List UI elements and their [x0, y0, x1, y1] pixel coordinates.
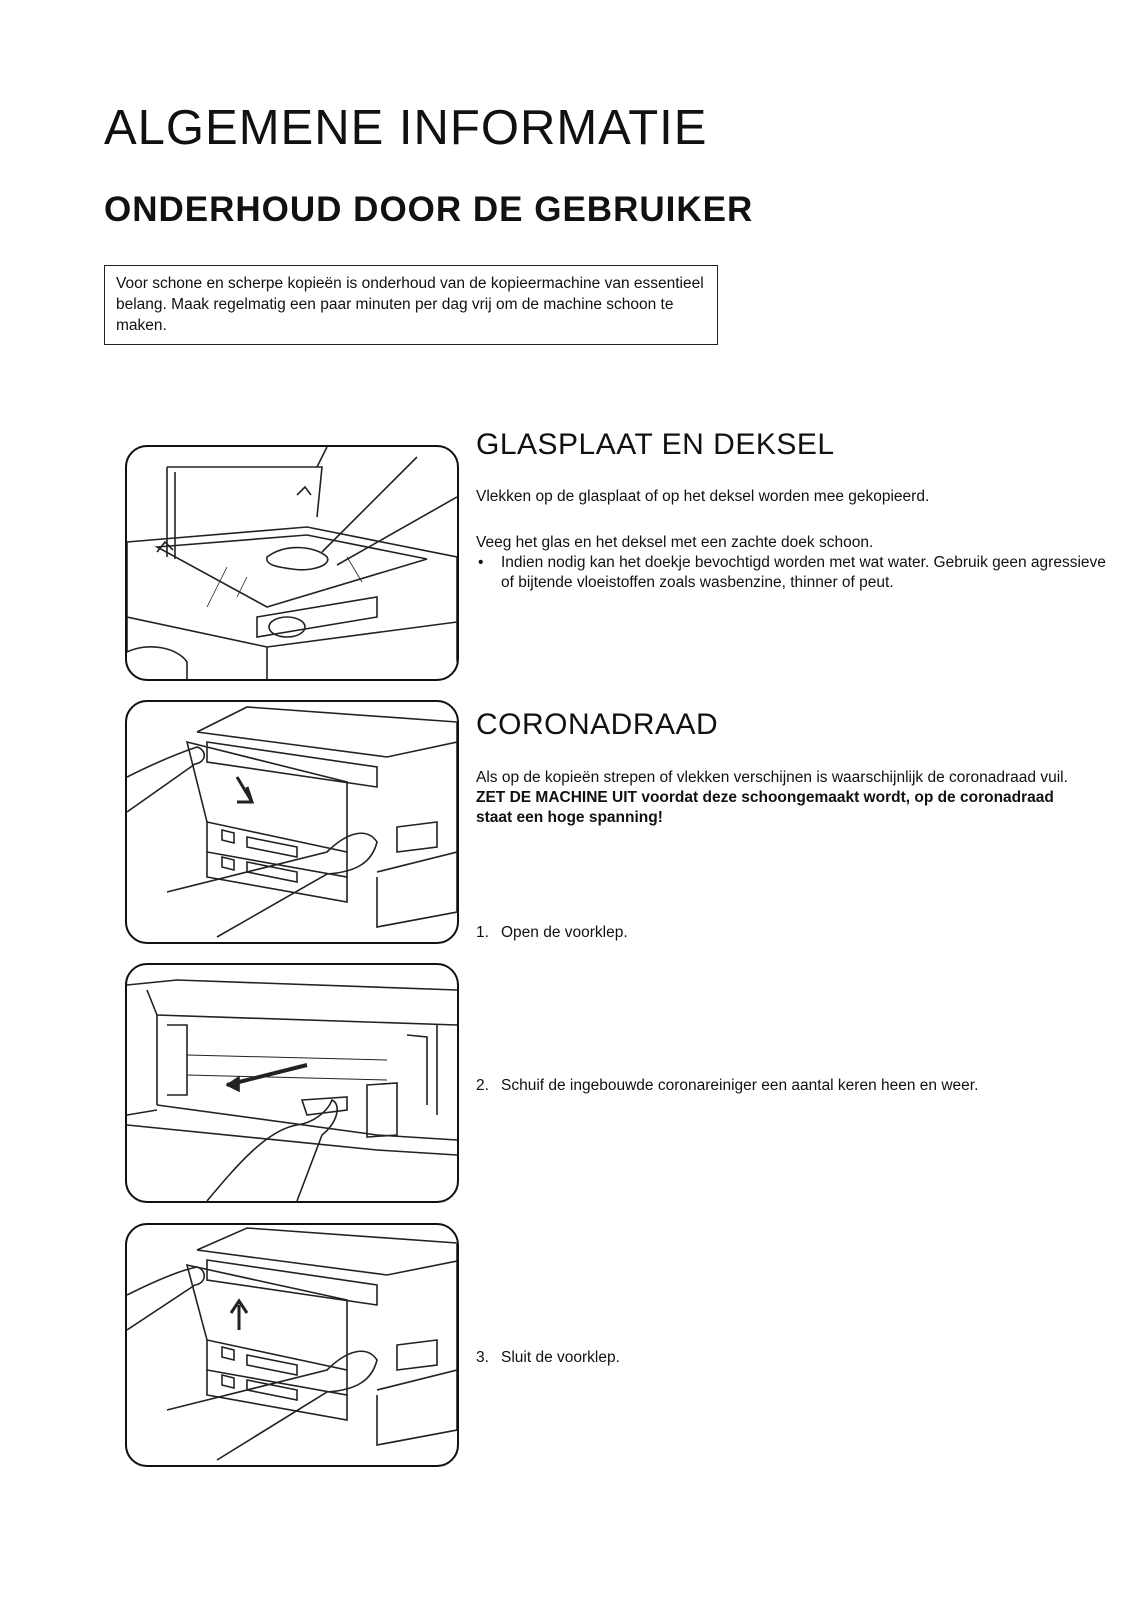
step-number: 3.: [476, 1349, 489, 1366]
corona-warning-normal: Als op de kopieën strepen of vlekken verschijnen is waarschijnlijk de coronadraad vuil.: [476, 769, 1068, 786]
corona-step-2: [476, 1076, 1111, 1096]
glass-section-title: GLASPLAAT EN DEKSEL: [476, 428, 835, 461]
corona-step-3: [476, 1348, 1111, 1368]
close-front-cover-illustration: [125, 1223, 459, 1467]
corona-section-title: CORONADRAAD: [476, 708, 719, 741]
glass-paragraph-2: Veeg het glas en het deksel met een zachte doek schoon.: [476, 534, 874, 551]
page-subtitle: ONDERHOUD DOOR DE GEBRUIKER: [104, 190, 754, 229]
corona-warning-bold: ZET DE MACHINE UIT voordat deze schoongemaakt wordt, op de coronadraad staat een hoge spanning!: [476, 789, 1054, 826]
step-number: 1.: [476, 924, 489, 941]
corona-warning-paragraph: [476, 768, 1086, 828]
step-text: Open de voorklep.: [501, 924, 628, 941]
glass-bullet-item: [476, 553, 1111, 593]
bullet-dot: •: [478, 554, 484, 571]
intro-box: Voor schone en scherpe kopieën is onderhoud van de kopieermachine van essentieel belang. Maak regelmatig een paar minuten per dag vrij om de machine schoon te maken.: [104, 265, 718, 345]
corona-step-1: [476, 923, 1111, 943]
glass-paragraph-1: Vlekken op de glasplaat of op het deksel worden mee gekopieerd.: [476, 488, 930, 505]
step-number: 2.: [476, 1077, 489, 1094]
page-title: ALGEMENE INFORMATIE: [104, 101, 708, 155]
open-front-cover-illustration: [125, 700, 459, 944]
corona-cleaner-slide-illustration: [125, 963, 459, 1203]
step-text: Schuif de ingebouwde coronareiniger een aantal keren heen en weer.: [501, 1077, 979, 1094]
step-text: Sluit de voorklep.: [501, 1349, 620, 1366]
copier-glass-cleaning-illustration: [125, 445, 459, 681]
glass-bullet-text: Indien nodig kan het doekje bevochtigd worden met wat water. Gebruik geen agressieve of bijtende vloeistoffen zoals wasbenzine, thinner of peut.: [501, 554, 1106, 591]
